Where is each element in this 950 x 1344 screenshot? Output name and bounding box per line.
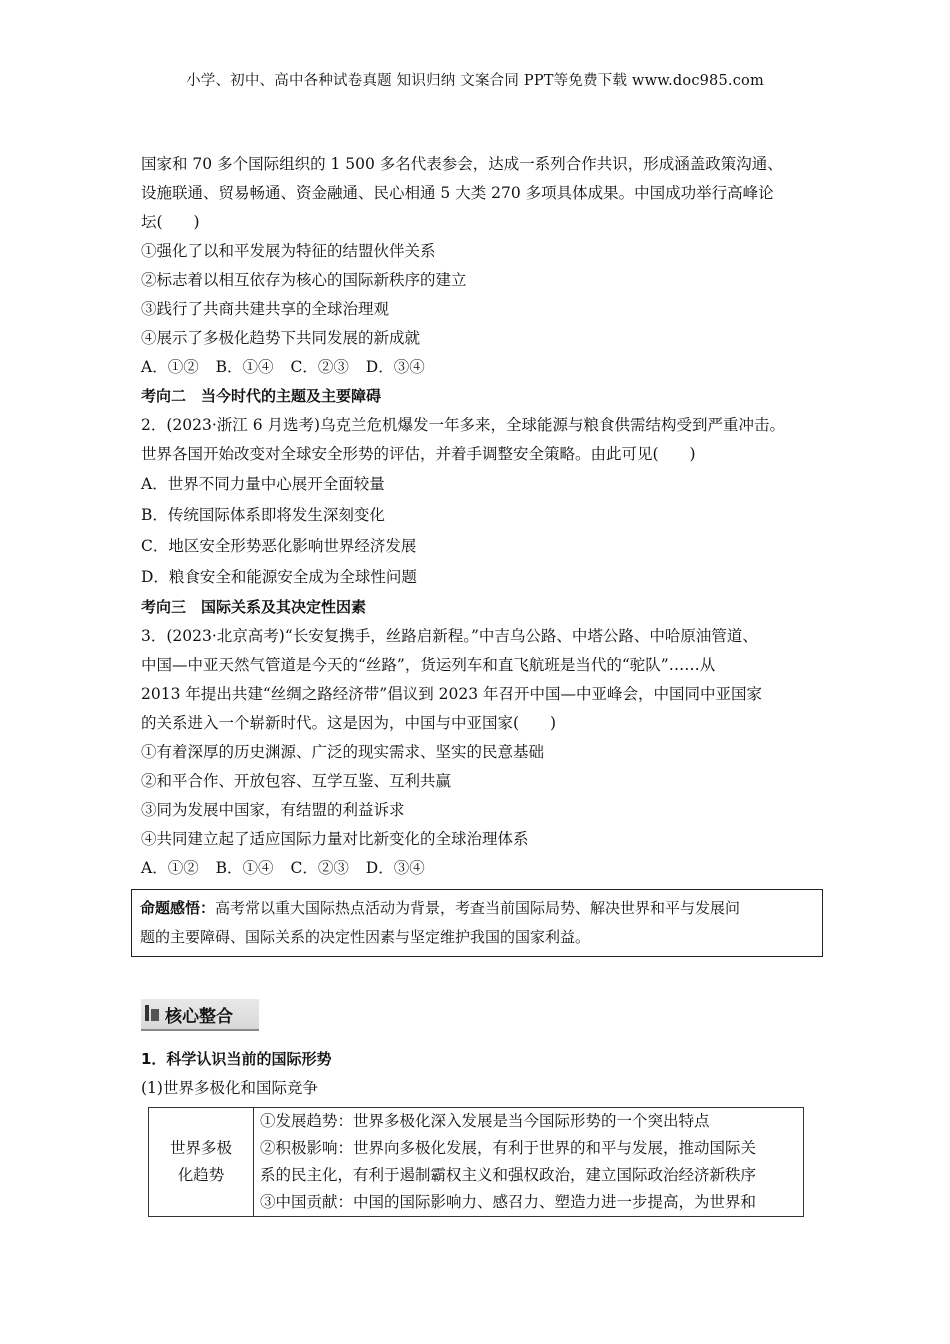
table-label-cell <box>149 1108 254 1217</box>
q1-option: ①强化了以和平发展为特征的结盟伙伴关系 <box>141 242 436 260</box>
insight-text: 高考常以重大国际热点活动为背景，考查当前国际局势、解决世界和平与发展问 <box>215 899 741 917</box>
question-2 <box>141 411 821 593</box>
q2-text-line: 世界各国开始改变对全球安全形势的评估，并着手调整安全策略。由此可见( ) <box>141 445 696 463</box>
q3-option: ①有着深厚的历史渊源、广泛的现实需求、坚实的民意基础 <box>141 743 545 761</box>
q1-choice-c: C．②③ <box>290 358 349 376</box>
q3-choice-a: A．①② <box>141 859 199 877</box>
subheading-1-1: (1)世界多极化和国际竞争 <box>141 1079 318 1097</box>
q2-option: C．地区安全形势恶化影响世界经济发展 <box>141 537 417 555</box>
q3-choices <box>141 854 821 883</box>
table-value-line: ①发展趋势：世界多极化深入发展是当今国际形势的一个突出特点 <box>260 1112 710 1130</box>
insight-line-1 <box>140 894 814 923</box>
q3-choice-c: C．②③ <box>290 859 349 877</box>
section-marker-icon <box>145 1005 159 1021</box>
q3-option: ③同为发展中国家，有结盟的利益诉求 <box>141 801 405 819</box>
insight-lead: 命题感悟： <box>140 899 216 917</box>
subheading-1: 1．科学认识当前的国际形势 <box>141 1050 332 1068</box>
table-row <box>149 1108 804 1217</box>
q3-text-line: 中国—中亚天然气管道是今天的“丝路”，货运列车和直飞航班是当代的“驼队”……从 <box>141 656 716 674</box>
q1-option: ④展示了多极化趋势下共同发展的新成就 <box>141 329 421 347</box>
q2-option: A．世界不同力量中心展开全面较量 <box>141 475 385 493</box>
table-value-line: 系的民主化，有利于遏制霸权主义和强权政治，建立国际政治经济新秩序 <box>260 1166 757 1184</box>
q3-choice-d: D．③④ <box>365 859 425 877</box>
q3-text-line: 的关系进入一个崭新时代。这是因为，中国与中亚国家( ) <box>141 714 557 732</box>
heading-direction-3: 考向三 国际关系及其决定性因素 <box>141 598 367 616</box>
table-value-cell <box>254 1108 804 1217</box>
q3-option: ②和平合作、开放包容、互学互鉴、互利共赢 <box>141 772 452 790</box>
q1-option: ③践行了共商共建共享的全球治理观 <box>141 300 390 318</box>
table-value-line: ②积极影响：世界向多极化发展，有利于世界的和平与发展，推动国际关 <box>260 1139 757 1157</box>
heading-direction-2: 考向二 当今时代的主题及主要障碍 <box>141 387 382 405</box>
q1-text-line: 坛( ) <box>141 213 200 231</box>
section-banner <box>141 999 259 1031</box>
q3-option: ④共同建立起了适应国际力量对比新变化的全球治理体系 <box>141 830 529 848</box>
insight-box <box>131 889 823 957</box>
section-title: 核心整合 <box>165 1007 233 1027</box>
insight-line-2: 题的主要障碍、国际关系的决定性因素与坚定维护我国的国家利益。 <box>140 928 591 946</box>
q2-text-line: 2．(2023·浙江 6 月选考)乌克兰危机爆发一年多来，全球能源与粮食供需结构受到严重冲击。 <box>141 416 786 434</box>
q2-option: B．传统国际体系即将发生深刻变化 <box>141 506 385 524</box>
q3-choice-b: B．①④ <box>215 859 274 877</box>
q3-text-line: 2013 年提出共建“丝绸之路经济带”倡议到 2023 年召开中国—中亚峰会，中国同中亚国家 <box>141 685 763 703</box>
q1-choices <box>141 353 821 382</box>
document-body <box>141 150 821 1217</box>
q1-text-line: 设施联通、贸易畅通、资金融通、民心相通 5 大类 270 多项具体成果。中国成功举行高峰论 <box>141 184 774 202</box>
core-table <box>148 1107 804 1217</box>
table-label-line: 世界多极 <box>169 1139 232 1157</box>
q1-text-line: 国家和 70 多个国际组织的 1 500 多名代表参会，达成一系列合作共识，形成涵盖政策沟通、 <box>141 155 783 173</box>
question-3 <box>141 622 821 883</box>
q1-choice-a: A．①② <box>141 358 199 376</box>
q1-choice-d: D．③④ <box>365 358 425 376</box>
q3-text-line: 3．(2023·北京高考)“长安复携手，丝路启新程。”中吉乌公路、中塔公路、中哈原油管道、 <box>141 627 758 645</box>
table-value-line: ③中国贡献：中国的国际影响力、感召力、塑造力进一步提高，为世界和 <box>260 1193 757 1211</box>
page-header: 小学、初中、高中各种试卷真题 知识归纳 文案合同 PPT等免费下载 www.doc985.com <box>186 73 764 89</box>
q1-option: ②标志着以相互依存为核心的国际新秩序的建立 <box>141 271 467 289</box>
question-1 <box>141 150 821 382</box>
q2-option: D．粮食安全和能源安全成为全球性问题 <box>141 568 417 586</box>
q1-choice-b: B．①④ <box>215 358 274 376</box>
table-label-line: 化趋势 <box>177 1166 225 1184</box>
